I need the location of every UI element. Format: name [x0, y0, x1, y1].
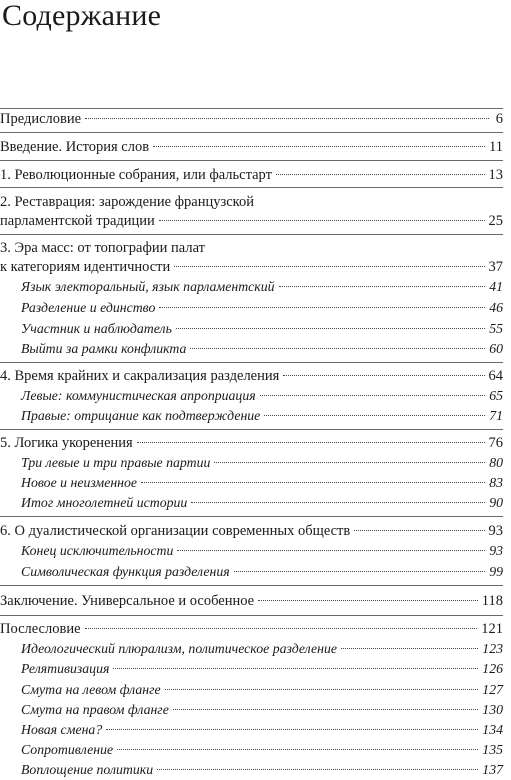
toc-entry-page: 123: [482, 641, 503, 656]
toc-entry[interactable]: [0, 109, 503, 129]
dot-leader: [283, 375, 484, 376]
page-title: Содержание: [2, 0, 162, 32]
dot-leader: [117, 749, 478, 750]
toc-subentry[interactable]: [21, 680, 503, 700]
toc-entry-label: Новая смена?: [21, 722, 103, 737]
toc-entry-page: 134: [482, 722, 503, 737]
toc-entry-page: 41: [489, 279, 503, 294]
dot-leader: [354, 530, 484, 531]
toc-entry-label-line1: 3. Эра масс: от топографии палат: [0, 240, 205, 256]
toc-entry-label: Смута на правом фланге: [21, 702, 169, 717]
toc-entry-label: Введение. История слов: [0, 139, 150, 155]
toc-entry-page: 93: [489, 543, 503, 558]
dot-leader: [165, 689, 479, 690]
toc-entry-page: 60: [489, 341, 503, 356]
toc-entry-page: 99: [489, 564, 503, 579]
toc-entry[interactable]: [0, 366, 503, 386]
toc-entry-label: парламентской традиции: [0, 213, 155, 229]
toc-subentry[interactable]: [21, 562, 503, 582]
toc-entry-label: Послесловие: [0, 621, 81, 637]
toc-entry-label: Смута на левом фланге: [21, 682, 161, 697]
toc-subentry[interactable]: [21, 453, 503, 473]
toc-entry-page: 118: [481, 593, 503, 609]
toc-entry[interactable]: [0, 137, 503, 157]
toc-entry-page: 64: [488, 368, 503, 384]
dot-leader: [190, 348, 485, 349]
toc-entry-page: 130: [482, 702, 503, 717]
dot-leader: [174, 266, 484, 267]
toc-entry-page: 90: [489, 495, 503, 510]
toc-entry-label: Левые: коммунистическая апроприация: [21, 388, 256, 403]
toc-entry-label: Символическая функция разделения: [21, 564, 230, 579]
toc-subentry[interactable]: [21, 339, 503, 359]
toc-entry-page: 76: [488, 435, 503, 451]
toc-entry-label: Язык электоральный, язык парламентский: [21, 279, 275, 294]
toc-entry-label: 4. Время крайних и сакрализация разделения: [0, 368, 280, 384]
toc-subentry[interactable]: [21, 639, 503, 659]
toc-entry-page: 55: [489, 321, 503, 336]
toc-entry-page: 71: [489, 408, 503, 423]
dot-leader: [234, 571, 486, 572]
section-divider: [0, 615, 503, 616]
toc-entry-page: 127: [482, 682, 503, 697]
dot-leader: [153, 146, 485, 147]
toc-entry-label: Участник и наблюдатель: [21, 321, 172, 336]
toc-entry-page: 13: [488, 167, 503, 183]
toc-subentry[interactable]: [21, 319, 503, 339]
toc-entry-page: 83: [489, 475, 503, 490]
toc-entry-label: Выйти за рамки конфликта: [21, 341, 187, 356]
toc-entry-label: Предисловие: [0, 111, 82, 127]
section-divider: [0, 516, 503, 517]
dot-leader: [159, 307, 485, 308]
dot-leader: [113, 668, 478, 669]
dot-leader: [141, 482, 485, 483]
toc-entry-label: Новое и неизменное: [21, 475, 138, 490]
toc-entry-page: 6: [495, 111, 503, 127]
dot-leader: [177, 550, 485, 551]
section-divider: [0, 585, 503, 586]
toc-entry-label-line1: 2. Реставрация: зарождение французской: [0, 194, 254, 210]
section-divider: [0, 187, 503, 188]
toc-entry-label: 5. Логика укоренения: [0, 435, 133, 451]
toc-entry-label: Правые: отрицание как подтверждение: [21, 408, 261, 423]
dot-leader: [85, 628, 478, 629]
toc-entry-page: 37: [488, 259, 503, 275]
toc-entry-label: Релятивизация: [21, 661, 110, 676]
toc-entry-label: Три левые и три правые партии: [21, 455, 211, 470]
toc-entry-label: 6. О дуалистической организации современных обществ: [0, 523, 351, 539]
toc-entry[interactable]: [0, 591, 503, 611]
toc-entry-page: 65: [489, 388, 503, 403]
toc-entry-label: Конец исключительности: [21, 543, 174, 558]
toc-subentry[interactable]: [21, 277, 503, 297]
dot-leader: [159, 220, 485, 221]
section-divider: [0, 429, 503, 430]
toc-subentry[interactable]: [21, 493, 503, 513]
toc-subentry[interactable]: [21, 406, 503, 426]
toc-entry[interactable]: [0, 433, 503, 453]
toc-entry-page: 11: [489, 139, 503, 155]
dot-leader: [279, 286, 486, 287]
toc-entry-label: Идеологический плюрализм, политическое разделение: [21, 641, 337, 656]
toc-entry-page: 93: [488, 523, 503, 539]
section-divider: [0, 160, 503, 161]
toc-subentry[interactable]: [21, 541, 503, 561]
toc-entry-page: 80: [489, 455, 503, 470]
toc-entry-label: Итог многолетней истории: [21, 495, 188, 510]
dot-leader: [276, 174, 485, 175]
toc-entry-label: Сопротивление: [21, 742, 114, 757]
toc-subentry[interactable]: [21, 720, 503, 740]
toc-subentry[interactable]: [21, 700, 503, 720]
dot-leader: [258, 600, 478, 601]
dot-leader: [106, 729, 478, 730]
toc-entry-page: 25: [488, 213, 503, 229]
dot-leader: [157, 769, 478, 770]
dot-leader: [191, 502, 485, 503]
dot-leader: [264, 415, 485, 416]
toc-subentry[interactable]: [21, 473, 503, 493]
dot-leader: [341, 648, 478, 649]
toc-entry[interactable]: [0, 165, 503, 185]
toc-entry-page: 46: [489, 300, 503, 315]
section-divider: [0, 234, 503, 235]
dot-leader: [85, 118, 489, 119]
dot-leader: [176, 328, 485, 329]
dot-leader: [214, 462, 485, 463]
dot-leader: [137, 442, 485, 443]
toc-subentry[interactable]: [21, 760, 503, 780]
toc-entry-label: Заключение. Универсальное и особенное: [0, 593, 255, 609]
dot-leader: [173, 709, 478, 710]
toc-entry-label: 1. Революционные собрания, или фальстарт: [0, 167, 272, 183]
dot-leader: [260, 395, 486, 396]
toc-subentry[interactable]: [21, 740, 503, 760]
toc-entry-page: 126: [482, 661, 503, 676]
section-divider: [0, 362, 503, 363]
toc-entry-page: 121: [481, 621, 503, 637]
toc-entry-label: Воплощение политики: [21, 762, 154, 777]
toc-entry[interactable]: [0, 619, 503, 639]
toc-subentry[interactable]: [21, 386, 503, 406]
toc-entry-label: к категориям идентичности: [0, 259, 171, 275]
toc-entry[interactable]: [0, 521, 503, 541]
toc-entry[interactable]: [0, 211, 503, 231]
toc-subentry[interactable]: [21, 659, 503, 679]
section-divider: [0, 132, 503, 133]
toc-entry-page: 137: [482, 762, 503, 777]
toc-entry-page: 135: [482, 742, 503, 757]
toc-entry-label: Разделение и единство: [21, 300, 156, 315]
toc-entry[interactable]: [0, 257, 503, 277]
toc-subentry[interactable]: [21, 298, 503, 318]
